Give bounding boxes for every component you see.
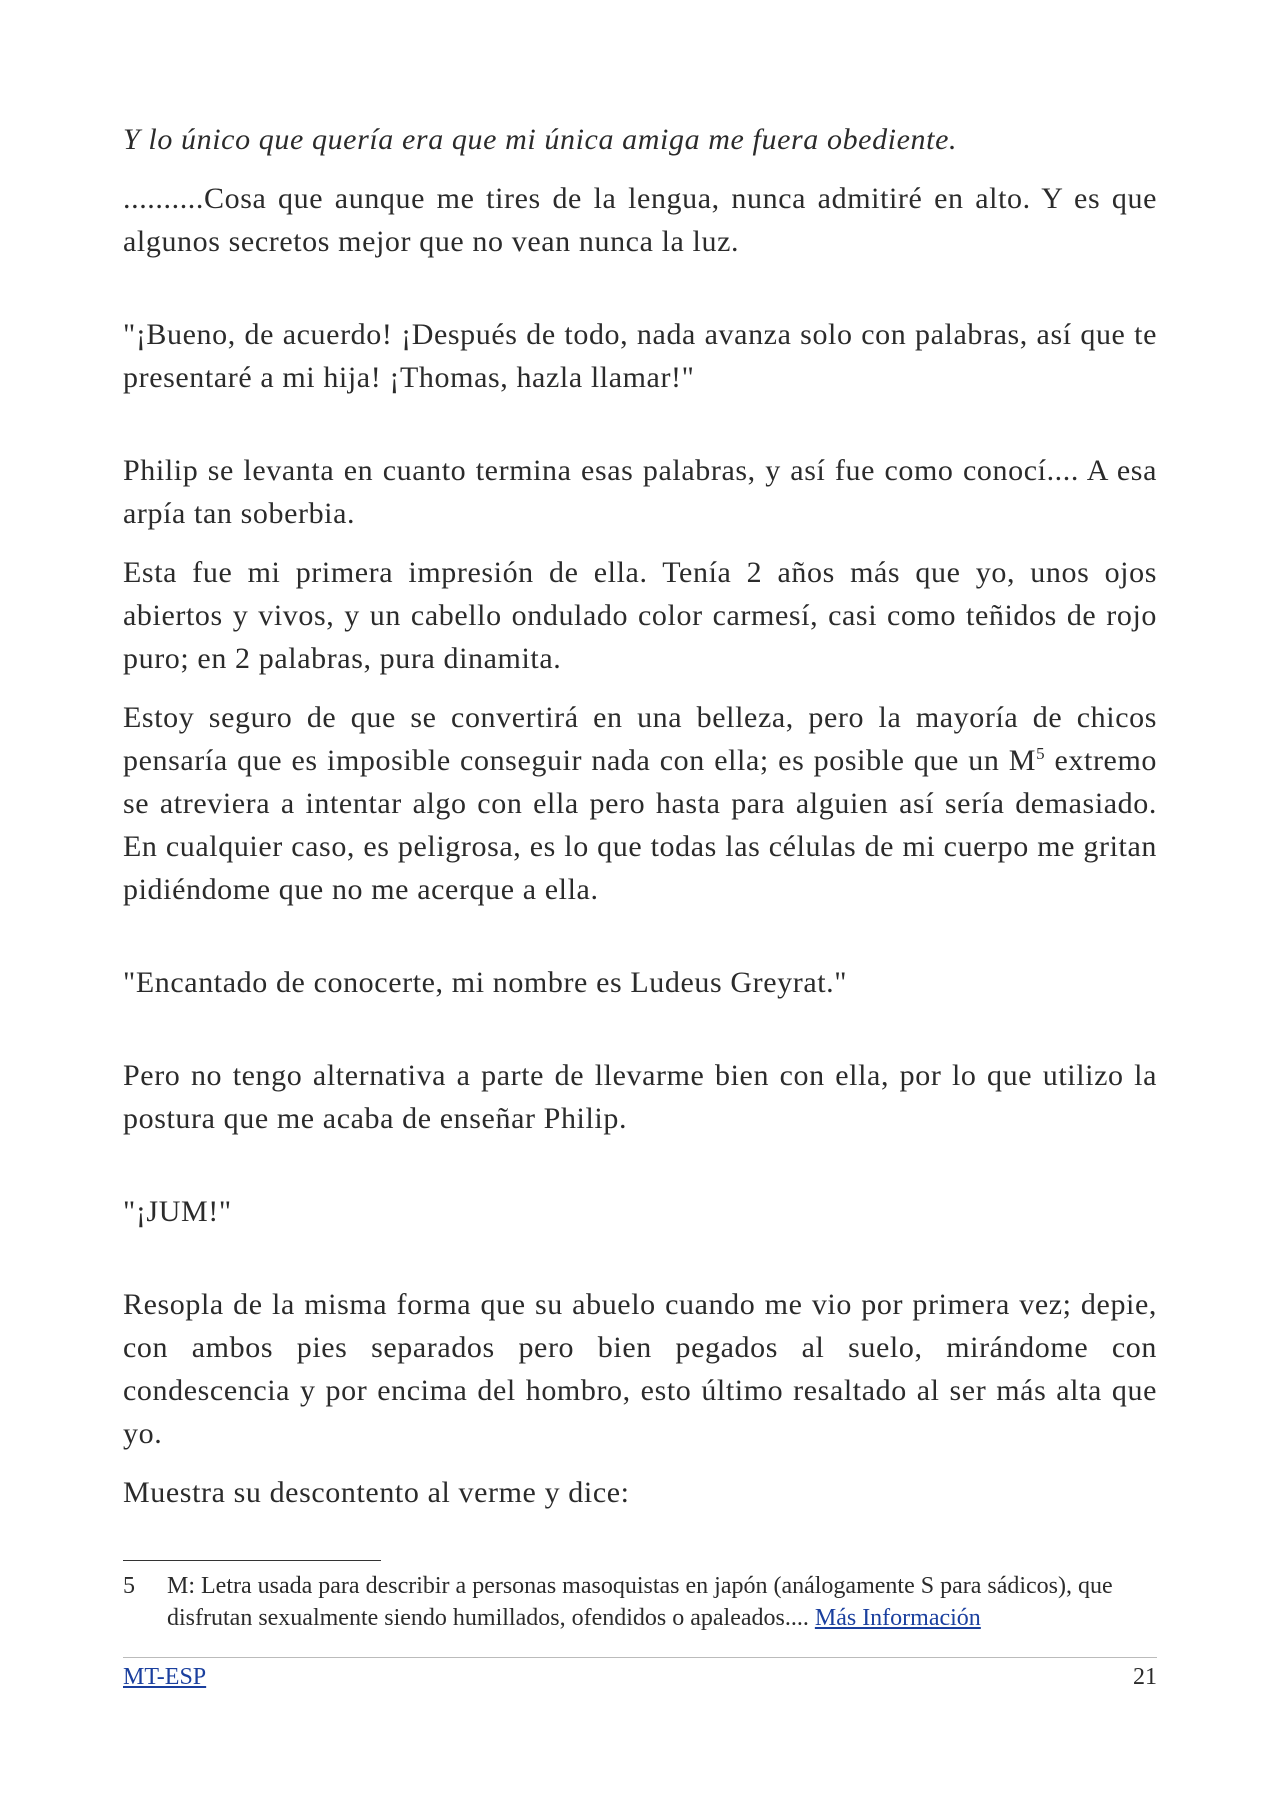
footnote-body	[167, 1570, 1157, 1634]
footnote-divider	[123, 1560, 381, 1561]
paragraph: ..........Cosa que aunque me tires de la lengua, nunca admitiré en alto. Y es que algunos secretos mejor que no vean nunca la luz.	[123, 182, 1157, 258]
paragraph: "¡JUM!"	[123, 1195, 232, 1228]
paragraph-text: Estoy seguro de que se convertirá en una belleza, pero la mayoría de chicos pensaría que es imposible conseguir nada con ella; es posible que un M	[123, 701, 1157, 777]
paragraph-with-footnote-ref	[123, 696, 1157, 911]
paragraph: "Encantado de conocerte, mi nombre es Ludeus Greyrat."	[123, 966, 848, 999]
more-info-link[interactable]: Más Información	[814, 1605, 981, 1631]
page-number: 21	[1133, 1664, 1157, 1690]
body-text	[123, 118, 1157, 1514]
paragraph: Pero no tengo alternativa a parte de llevarme bien con ella, por lo que utilizo la postura que me acaba de enseñar Philip.	[123, 1059, 1157, 1135]
footer-divider	[123, 1657, 1157, 1658]
footnote	[123, 1570, 1157, 1634]
footnote-number: 5	[123, 1573, 135, 1599]
paragraph: Resopla de la misma forma que su abuelo cuando me vio por primera vez; depie, con ambos pies separados pero bien pegados al suelo, mirándome con condescencia y por encima del hombro, esto último resaltado al ser más alta que yo.	[123, 1288, 1157, 1450]
paragraph: Y lo único que quería era que mi única amiga me fuera obediente.	[123, 123, 958, 156]
paragraph: "¡Bueno, de acuerdo! ¡Después de todo, nada avanza solo con palabras, así que te presentaré a mi hija! ¡Thomas, hazla llamar!"	[123, 318, 1157, 394]
paragraph: Philip se levanta en cuanto termina esas palabras, y así fue como conocí.... A esa arpía tan soberbia.	[123, 454, 1157, 530]
paragraph: Muestra su descontento al verme y dice:	[123, 1476, 630, 1509]
footnote-text: M: Letra usada para describir a personas masoquistas en japón (análogamente S para sádicos), que disfrutan sexualmente siendo humillados, ofendidos o apaleados....	[167, 1573, 1113, 1631]
footer-site-link[interactable]: MT-ESP	[123, 1664, 207, 1690]
paragraph-text: extremo se atreviera a intentar algo con ella pero hasta para alguien así sería demasiado. En cualquier caso, es peligrosa, es lo que todas las células de mi cuerpo me gritan pidiéndome que no me acerque a ella.	[123, 744, 1157, 906]
footnote-reference[interactable]: 5	[1036, 744, 1046, 763]
paragraph: Esta fue mi primera impresión de ella. Tenía 2 años más que yo, unos ojos abiertos y vivos, y un cabello ondulado color carmesí, casi como teñidos de rojo puro; en 2 palabras, pura dinamita.	[123, 556, 1157, 675]
